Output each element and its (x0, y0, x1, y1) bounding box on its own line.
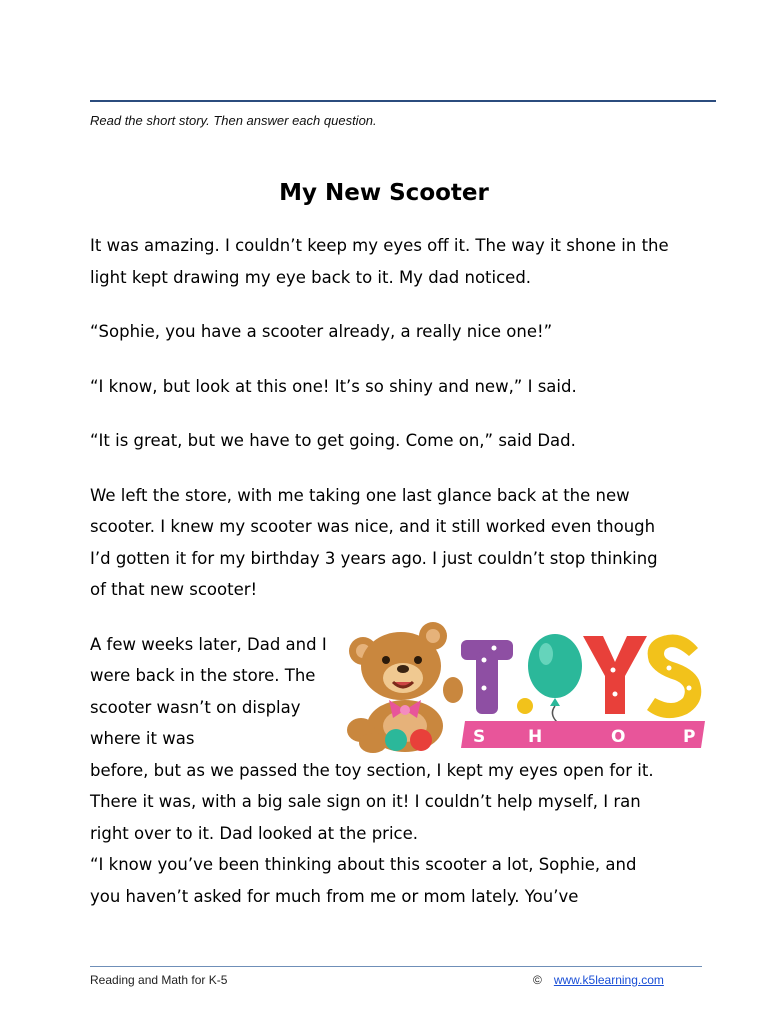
story-paragraph-5: We left the store, with me taking one last glance back at the new scooter. I knew my scooter was nice, and it still worked even though I’d gotten it for my birthday 3 years ago. I just couldn’t stop thinking of that new scooter! (90, 485, 658, 599)
logo-letter-y (583, 636, 647, 714)
website-link[interactable]: www.k5learning.com (553, 973, 664, 987)
footer-right (533, 973, 664, 987)
teddy-bear-icon (347, 622, 463, 753)
story-paragraph-7: “I know you’ve been thinking about this scooter a lot, Sophie, and you haven’t asked for much from me or mom lately. You’ve (90, 855, 637, 906)
story-body (90, 230, 670, 912)
logo-letter-t (461, 640, 513, 714)
instructions: Read the short story. Then answer each question. (90, 113, 377, 128)
story-paragraph-2: “Sophie, you have a scooter already, a really nice one!” (90, 322, 553, 341)
story-paragraph-6-rest: before, but as we passed the toy section, I kept my eyes open for it. There it was, with a big sale sign on it! I couldn’t help myself, I ran right over to it. Dad looked at the price. (90, 760, 654, 843)
story-paragraph-1: It was amazing. I couldn’t keep my eyes off it. The way it shone in the light kept drawing my eye back to it. My dad noticed. (90, 236, 669, 287)
copyright-symbol: © (533, 973, 542, 987)
logo-letter-s (647, 635, 701, 719)
shop-banner (461, 721, 705, 748)
shop-letter-h: H (528, 727, 543, 747)
story-paragraph-4: “It is great, but we have to get going. Come on,” said Dad. (90, 431, 576, 450)
story-paragraph-6-wrapped: A few weeks later, Dad and I were back in the store. The scooter wasn’t on display where it was (90, 634, 327, 748)
footer-left-text: Reading and Math for K-5 (90, 973, 228, 987)
shop-letter-p: P (683, 727, 696, 747)
header-rule (90, 100, 716, 102)
story-title: My New Scooter (279, 180, 489, 206)
balloon-icon (517, 634, 582, 722)
shop-letter-o: O (611, 727, 626, 747)
shop-letter-s: S (473, 727, 486, 747)
toys-shop-logo (343, 618, 708, 754)
footer-rule (90, 966, 702, 967)
story-paragraph-3: “I know, but look at this one! It’s so shiny and new,” I said. (90, 376, 577, 396)
